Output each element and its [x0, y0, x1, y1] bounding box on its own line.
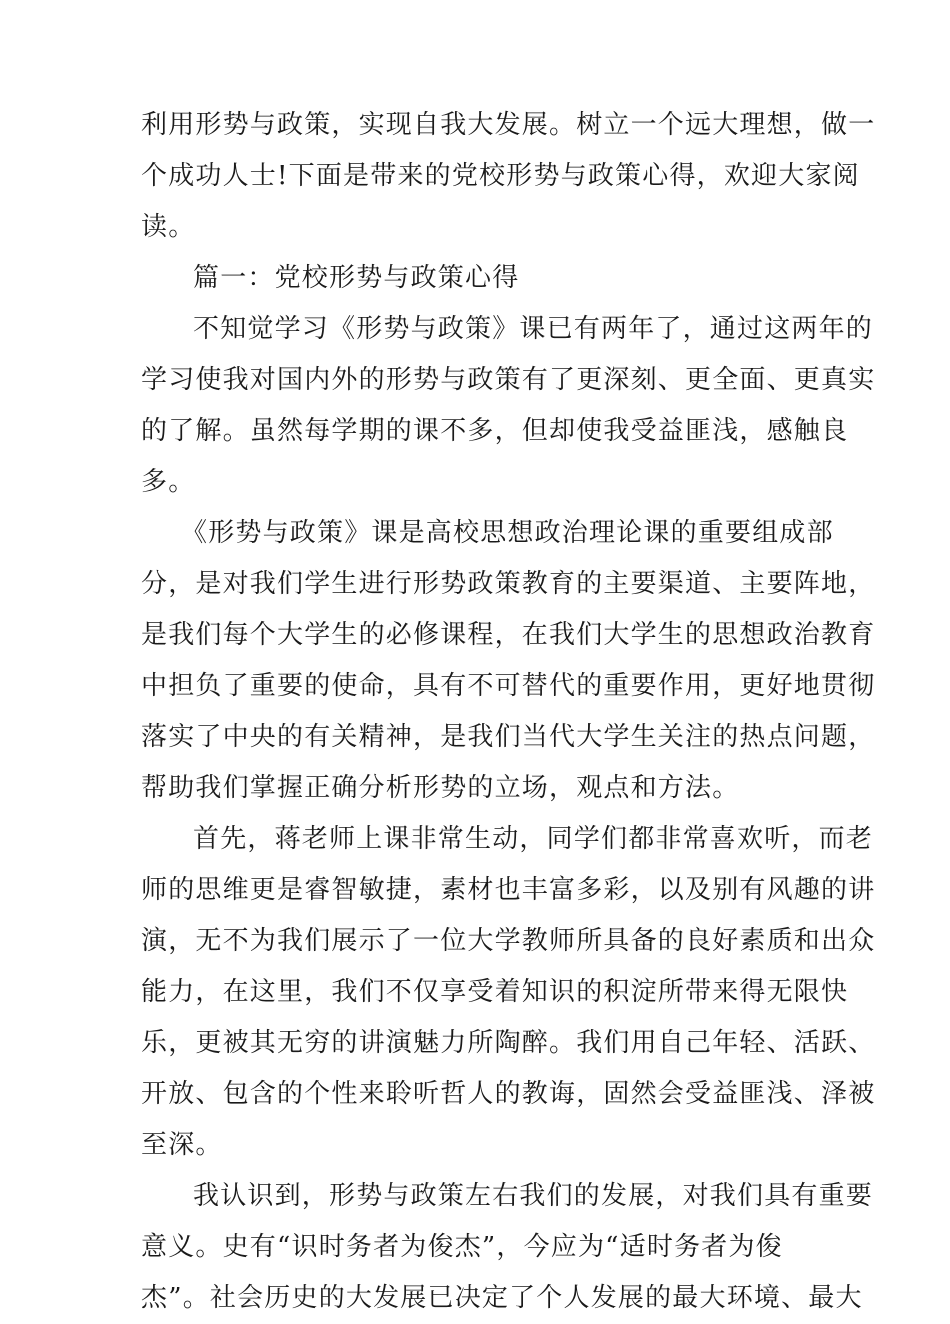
text-line: 的了解。虽然每学期的课不多，但却使我受益匪浅，感触良 [141, 416, 849, 446]
text-line: 乐，更被其无穷的讲演魅力所陶醉。我们用自己年轻、活跃、 [141, 1028, 876, 1058]
text-line: 帮助我们掌握正确分析形势的立场，观点和方法。 [141, 773, 740, 803]
intro-paragraph [141, 100, 876, 253]
body-paragraph [141, 814, 876, 1171]
text-line: 个成功人士!下面是带来的党校形势与政策心得，欢迎大家阅 [141, 161, 860, 191]
text-line: 多。 [141, 467, 196, 497]
text-line: 利用形势与政策，实现自我大发展。树立一个远大理想，做一 [141, 110, 876, 140]
text-line: 能力，在这里，我们不仅享受着知识的积淀所带来得无限快 [141, 977, 849, 1007]
text-line: 读。 [141, 212, 196, 242]
text-line: 杰”。社会历史的大发展已决定了个人发展的最大环境、最大 [141, 1283, 863, 1313]
text-line: 《形势与政策》课是高校思想政治理论课的重要组成部 [181, 518, 834, 548]
text-line: 篇一：党校形势与政策心得 [193, 263, 520, 293]
text-line: 分，是对我们学生进行形势政策教育的主要渠道、主要阵地， [141, 569, 876, 599]
text-line: 学习使我对国内外的形势与政策有了更深刻、更全面、更真实 [141, 365, 876, 395]
text-line: 意义。史有“识时务者为俊杰”，今应为“适时务者为俊 [141, 1232, 783, 1262]
text-line: 中担负了重要的使命，具有不可替代的重要作用，更好地贯彻 [141, 671, 876, 701]
section-heading [141, 253, 813, 304]
text-line: 是我们每个大学生的必修课程，在我们大学生的思想政治教育 [141, 620, 876, 650]
text-line: 演，无不为我们展示了一位大学教师所具备的良好素质和出众 [141, 926, 876, 956]
document-body [141, 100, 876, 1324]
text-line: 至深。 [141, 1130, 223, 1160]
text-line: 开放、包含的个性来聆听哲人的教诲，固然会受益匪浅、泽被 [141, 1079, 876, 1109]
text-line: 我认识到，形势与政策左右我们的发展，对我们具有重要 [193, 1181, 874, 1211]
text-line: 首先，蒋老师上课非常生动，同学们都非常喜欢听，而老 [193, 824, 874, 854]
body-paragraph [141, 508, 876, 814]
body-paragraph [141, 304, 876, 508]
text-line: 师的思维更是睿智敏捷，素材也丰富多彩，以及别有风趣的讲 [141, 875, 876, 905]
text-line: 落实了中央的有关精神，是我们当代大学生关注的热点问题， [141, 722, 876, 752]
body-paragraph [141, 1171, 874, 1324]
text-line: 不知觉学习《形势与政策》课已有两年了，通过这两年的 [193, 314, 874, 344]
